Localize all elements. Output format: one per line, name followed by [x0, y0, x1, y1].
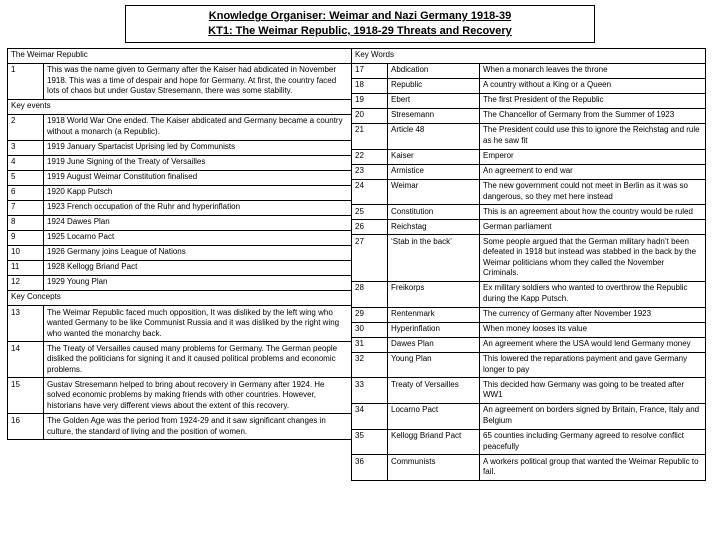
key-word: Hyperinflation: [388, 322, 480, 337]
left-table-row: [8, 140, 352, 155]
section-header-row: [8, 99, 352, 114]
row-text: 1920 Kapp Putsch: [44, 185, 352, 200]
row-number: 13: [8, 306, 44, 342]
row-text: 1918 World War One ended. The Kaiser abdicated and Germany became a country without a monarch (a Republic).: [44, 114, 352, 140]
key-word-definition: The President could use this to ignore the Reichstag and rule as he saw fit: [480, 123, 706, 149]
row-number: 26: [352, 220, 388, 235]
left-table-row: [8, 245, 352, 260]
key-word: Rentenmark: [388, 307, 480, 322]
row-number: 20: [352, 108, 388, 123]
key-word-row: [352, 307, 706, 322]
key-word-row: [352, 220, 706, 235]
row-text: 1923 French occupation of the Ruhr and hyperinflation: [44, 200, 352, 215]
row-number: 8: [8, 215, 44, 230]
row-number: 21: [352, 123, 388, 149]
row-text: This was the name given to Germany after the Kaiser had abdicated in November 1918. This was a time of despair and hope for Germany. At first, the country faced lots of chaos but under Gustav Stresemann, there was some stability.: [44, 63, 352, 99]
left-table-row: [8, 342, 352, 378]
key-word-definition: German parliament: [480, 220, 706, 235]
key-word-row: [352, 235, 706, 282]
left-table-row: [8, 185, 352, 200]
row-number: 31: [352, 337, 388, 352]
key-word-row: [352, 337, 706, 352]
key-word-definition: A country without a King or a Queen: [480, 78, 706, 93]
row-text: 1919 June Signing of the Treaty of Versailles: [44, 155, 352, 170]
key-word: Abdication: [388, 63, 480, 78]
key-word: Treaty of Versailles: [388, 378, 480, 404]
row-text: 1919 January Spartacist Uprising led by Communists: [44, 140, 352, 155]
row-number: 18: [352, 78, 388, 93]
key-word: ‘Stab in the back’: [388, 235, 480, 282]
left-table-row: [8, 114, 352, 140]
key-word-definition: A workers political group that wanted the Weimar Republic to fail.: [480, 455, 706, 481]
key-word-row: [352, 179, 706, 205]
row-number: 4: [8, 155, 44, 170]
key-word-definition: The first President of the Republic: [480, 93, 706, 108]
key-word: Locarno Pact: [388, 403, 480, 429]
left-table-row: [8, 215, 352, 230]
left-table-row: [8, 155, 352, 170]
key-word-row: [352, 78, 706, 93]
row-number: 33: [352, 378, 388, 404]
key-word: Young Plan: [388, 352, 480, 378]
row-number: 16: [8, 414, 44, 440]
key-word-definition: An agreement to end war: [480, 164, 706, 179]
row-text: The Golden Age was the period from 1924-29 and it saw significant changes in culture, the standard of living and the position of women.: [44, 414, 352, 440]
row-text: 1924 Dawes Plan: [44, 215, 352, 230]
row-number: 5: [8, 170, 44, 185]
key-word-row: [352, 429, 706, 455]
row-number: 2: [8, 114, 44, 140]
row-number: 30: [352, 322, 388, 337]
row-number: 24: [352, 179, 388, 205]
row-number: 6: [8, 185, 44, 200]
left-table-body: [8, 48, 352, 439]
left-table-row: [8, 63, 352, 99]
key-word-definition: Emperor: [480, 149, 706, 164]
page-subtitle: KT1: The Weimar Republic, 1918-29 Threats and Recovery: [208, 24, 512, 37]
row-number: 25: [352, 205, 388, 220]
key-word-definition: An agreement on borders signed by Britain, France, Italy and Belgium: [480, 403, 706, 429]
key-word: Kaiser: [388, 149, 480, 164]
key-word-row: [352, 281, 706, 307]
key-word-row: [352, 455, 706, 481]
title-box: [125, 5, 595, 43]
key-word-definition: When a monarch leaves the throne: [480, 63, 706, 78]
key-word-row: [352, 63, 706, 78]
section-header-label: Key Concepts: [8, 290, 352, 305]
left-table-row: [8, 200, 352, 215]
section-header-row: [8, 290, 352, 305]
key-word-definition: This lowered the reparations payment and gave Germany longer to pay: [480, 352, 706, 378]
tables-container: [7, 48, 713, 481]
row-number: 9: [8, 230, 44, 245]
key-word-definition: This is an agreement about how the country would be ruled: [480, 205, 706, 220]
row-text: 1929 Young Plan: [44, 275, 352, 290]
row-number: 15: [8, 378, 44, 414]
row-number: 22: [352, 149, 388, 164]
row-text: The Treaty of Versailles caused many problems for Germany. The German people disliked the politicians for signing it and it caused political problems and economic problems.: [44, 342, 352, 378]
weimar-republic-table: [7, 48, 352, 440]
key-word-definition: Some people argued that the German military hadn’t been defeated in 1918 but instead was stabbed in the back by the Weimar politicians whom they called the November Criminals.: [480, 235, 706, 282]
section-header-label: Key events: [8, 99, 352, 114]
row-number: 28: [352, 281, 388, 307]
key-word-row: [352, 164, 706, 179]
row-number: 32: [352, 352, 388, 378]
key-word: Ebert: [388, 93, 480, 108]
row-number: 27: [352, 235, 388, 282]
left-table-row: [8, 260, 352, 275]
left-table-row: [8, 170, 352, 185]
key-words-header-row: [352, 48, 706, 63]
row-number: 14: [8, 342, 44, 378]
key-word: Republic: [388, 78, 480, 93]
row-text: 1928 Kellogg Briand Pact: [44, 260, 352, 275]
left-table-row: [8, 306, 352, 342]
section-header-label: The Weimar Republic: [8, 48, 352, 63]
key-word-definition: The Chancellor of Germany from the Summer of 1923: [480, 108, 706, 123]
key-word-row: [352, 322, 706, 337]
section-header-row: [8, 48, 352, 63]
key-word: Constitution: [388, 205, 480, 220]
key-word-row: [352, 378, 706, 404]
key-words-header: Key Words: [352, 48, 706, 63]
key-word-definition: An agreement where the USA would lend Germany money: [480, 337, 706, 352]
key-words-table: [351, 48, 706, 481]
key-word-definition: Ex military soldiers who wanted to overthrow the Republic during the Kapp Putsch.: [480, 281, 706, 307]
key-word: Stresemann: [388, 108, 480, 123]
left-table-row: [8, 414, 352, 440]
key-word: Dawes Plan: [388, 337, 480, 352]
row-text: Gustav Stresemann helped to bring about recovery in Germany after 1924. He solved economic problems by making friends with other countries. However, historians have very different views about the extent of this recovery.: [44, 378, 352, 414]
row-number: 29: [352, 307, 388, 322]
key-word: Armistice: [388, 164, 480, 179]
key-word: Reichstag: [388, 220, 480, 235]
left-table-row: [8, 378, 352, 414]
row-number: 17: [352, 63, 388, 78]
row-number: 35: [352, 429, 388, 455]
key-word-row: [352, 93, 706, 108]
row-number: 34: [352, 403, 388, 429]
key-word-definition: 65 counties including Germany agreed to resolve conflict peacefully: [480, 429, 706, 455]
key-word-definition: The new government could not meet in Berlin as it was so dangerous, so they met here instead: [480, 179, 706, 205]
key-word-row: [352, 108, 706, 123]
row-text: 1925 Locarno Pact: [44, 230, 352, 245]
row-number: 36: [352, 455, 388, 481]
row-number: 19: [352, 93, 388, 108]
row-text: 1926 Germany joins League of Nations: [44, 245, 352, 260]
key-word-row: [352, 149, 706, 164]
key-word-row: [352, 123, 706, 149]
key-word: Communists: [388, 455, 480, 481]
left-table-row: [8, 275, 352, 290]
key-word-definition: The currency of Germany after November 1923: [480, 307, 706, 322]
key-word: Article 48: [388, 123, 480, 149]
key-word-row: [352, 352, 706, 378]
key-word: Freikorps: [388, 281, 480, 307]
row-text: The Weimar Republic faced much opposition, It was disliked by the left wing who wanted Germany to be like Communist Russia and it was disliked by the right wing who wanted the monarchy back.: [44, 306, 352, 342]
key-word: Kellogg Briand Pact: [388, 429, 480, 455]
left-table-row: [8, 230, 352, 245]
row-number: 12: [8, 275, 44, 290]
key-word-row: [352, 403, 706, 429]
page-title: Knowledge Organiser: Weimar and Nazi Germany 1918-39: [208, 10, 512, 22]
key-word: Weimar: [388, 179, 480, 205]
key-word-definition: When money looses its value: [480, 322, 706, 337]
key-word-definition: This decided how Germany was going to be treated after WW1: [480, 378, 706, 404]
row-number: 11: [8, 260, 44, 275]
row-number: 1: [8, 63, 44, 99]
row-number: 3: [8, 140, 44, 155]
right-table-body: [352, 48, 706, 480]
row-text: 1919 August Weimar Constitution finalised: [44, 170, 352, 185]
key-word-row: [352, 205, 706, 220]
row-number: 10: [8, 245, 44, 260]
row-number: 7: [8, 200, 44, 215]
row-number: 23: [352, 164, 388, 179]
